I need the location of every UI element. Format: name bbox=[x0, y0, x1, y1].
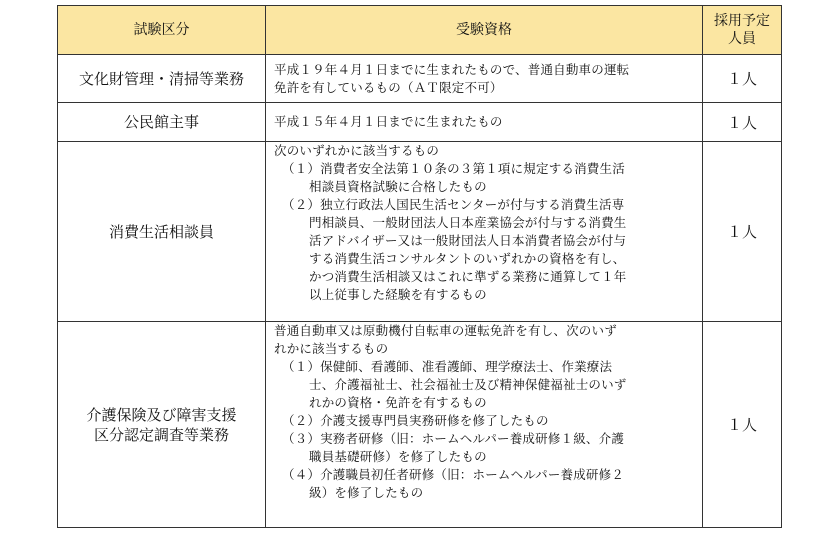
req-line: 活アドバイザー又は一般財団法人日本消費者協会が付与 bbox=[309, 233, 627, 248]
header-category: 試験区分 bbox=[58, 6, 266, 55]
req-line: （１）保健師、看護師、准看護師、理学療法士、作業療法 bbox=[282, 359, 613, 374]
req-line: 平成１９年４月１日までに生まれたもので、普通自動車の運転 bbox=[274, 61, 630, 77]
exam-table bbox=[57, 5, 782, 528]
header-recruits bbox=[703, 6, 782, 55]
req-line: （１）消費者安全法第１０条の３第１項に規定する消費生活 bbox=[282, 161, 625, 176]
row-qualification bbox=[266, 322, 703, 528]
req-line: 士、介護福祉士、社会福祉士及び精神保健福祉士のいず bbox=[309, 377, 627, 392]
req-line: れかの資格・免許を有するもの bbox=[309, 395, 487, 410]
row-qualification bbox=[266, 55, 703, 103]
req-line: （４）介護職員初任者研修（旧：ホームヘルパー養成研修２ bbox=[282, 467, 625, 482]
header-row bbox=[58, 6, 782, 55]
req-line: （２）介護支援専門員実務研修を修了したもの bbox=[282, 413, 549, 428]
header-recruits-line2: 人員 bbox=[728, 31, 756, 47]
table-row bbox=[58, 55, 782, 103]
row-recruits: １人 bbox=[703, 55, 782, 103]
row-qualification bbox=[266, 142, 703, 322]
row-category bbox=[58, 322, 266, 528]
req-line: 平成１５年４月１日までに生まれたもの bbox=[274, 114, 503, 129]
row-category: 消費生活相談員 bbox=[58, 142, 266, 322]
header-qualification: 受験資格 bbox=[266, 6, 703, 55]
table-row bbox=[58, 103, 782, 142]
table-row bbox=[58, 142, 782, 322]
req-line: 門相談員、一般財団法人日本産業協会が付与する消費生 bbox=[309, 215, 627, 230]
req-line: 相談員資格試験に合格したもの bbox=[309, 179, 487, 194]
row-category-line1: 介護保険及び障害支援 bbox=[86, 405, 237, 424]
row-qualification bbox=[266, 103, 703, 142]
req-line: する消費生活コンサルタントのいずれかの資格を有し、 bbox=[309, 251, 626, 266]
req-line: れかに該当するもの bbox=[274, 341, 389, 356]
row-recruits: １人 bbox=[703, 103, 782, 142]
row-category: 公民館主事 bbox=[58, 103, 266, 142]
req-line: 以上従事した経験を有するもの bbox=[309, 287, 487, 302]
req-line: 次のいずれかに該当するもの bbox=[274, 143, 440, 158]
req-line: かつ消費生活相談又はこれに準ずる業務に通算して１年 bbox=[309, 269, 627, 284]
req-line: 職員基礎研修）を修了したもの bbox=[309, 449, 487, 464]
req-line: （２）独立行政法人国民生活センターが付与する消費生活専 bbox=[282, 197, 625, 212]
row-recruits: １人 bbox=[703, 142, 782, 322]
req-line: 免許を有しているもの（ＡＴ限定不可） bbox=[274, 79, 503, 95]
row-category-line2: 区分認定調査等業務 bbox=[93, 425, 229, 444]
row-recruits: １人 bbox=[703, 322, 782, 528]
row-category: 文化財管理・清掃等業務 bbox=[58, 55, 266, 103]
header-recruits-line1: 採用予定 bbox=[714, 13, 770, 29]
req-line: 普通自動車又は原動機付自転車の運転免許を有し、次のいず bbox=[274, 323, 617, 338]
req-line: （３）実務者研修（旧：ホームヘルパー養成研修１級、介護 bbox=[282, 431, 625, 446]
req-line: 級）を修了したもの bbox=[309, 485, 424, 500]
table-row bbox=[58, 322, 782, 528]
